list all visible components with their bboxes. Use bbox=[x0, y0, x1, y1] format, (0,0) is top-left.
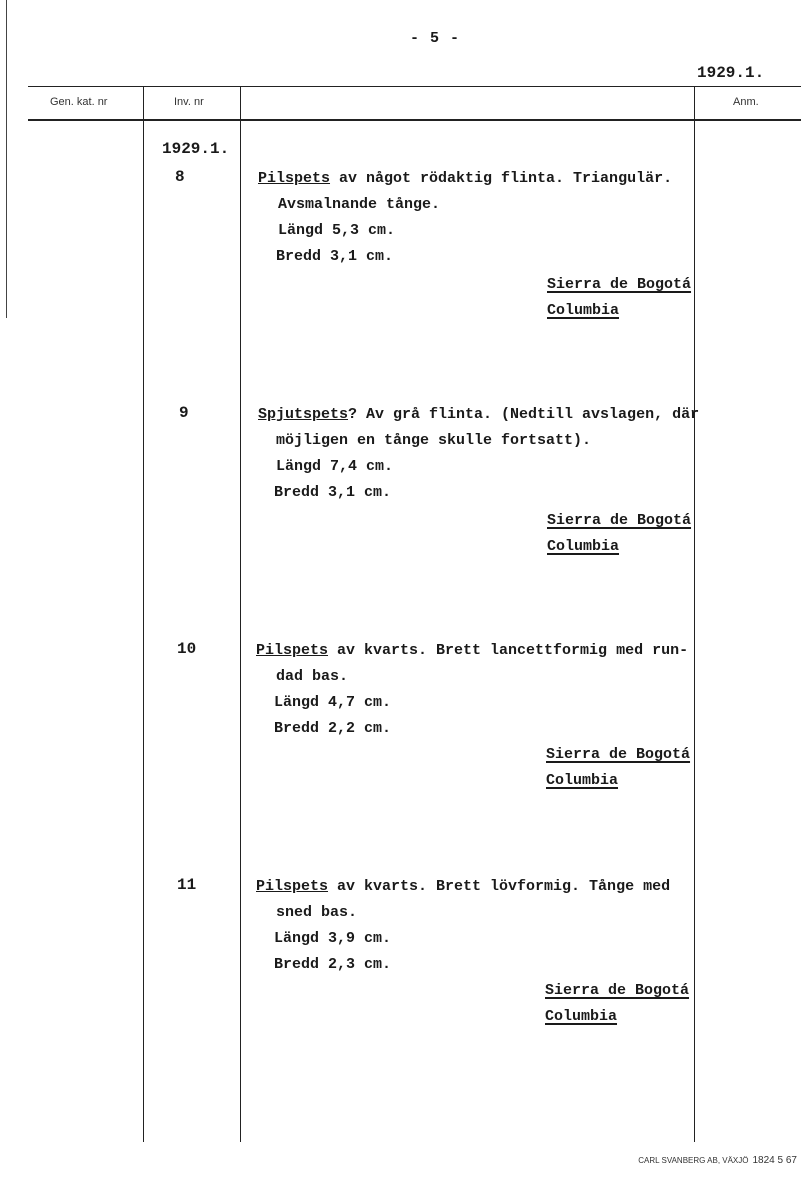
country: Columbia bbox=[547, 538, 620, 555]
column-header-anm: Anm. bbox=[733, 96, 759, 108]
country: Columbia bbox=[547, 302, 620, 319]
find-place: Sierra de Bogotá bbox=[547, 512, 692, 529]
description-line-1 bbox=[256, 878, 670, 895]
description-line-2: sned bas. bbox=[276, 904, 358, 921]
description-line-2: möjligen en tånge skulle fortsatt). bbox=[276, 432, 592, 449]
catalog-entry bbox=[0, 168, 809, 408]
catalog-entry bbox=[0, 640, 809, 880]
length-measurement: Längd 7,4 cm. bbox=[276, 458, 394, 475]
page-number: - 5 - bbox=[410, 30, 461, 47]
description-line-2: Avsmalnande tånge. bbox=[278, 196, 441, 213]
artifact-type: Pilspets bbox=[258, 170, 331, 187]
find-place: Sierra de Bogotá bbox=[545, 982, 690, 999]
column-header-gen-kat: Gen. kat. nr bbox=[50, 96, 108, 108]
width-measurement: Bredd 3,1 cm. bbox=[274, 484, 392, 501]
catalog-entry bbox=[0, 404, 809, 644]
form-code: 1824 5 67 bbox=[752, 1155, 797, 1166]
printer-name: CARL SVANBERG AB, VÄXJÖ bbox=[638, 1156, 749, 1165]
artifact-type: Pilspets bbox=[256, 642, 329, 659]
country: Columbia bbox=[545, 1008, 618, 1025]
description-text: ? Av grå flinta. (Nedtill avslagen, där bbox=[348, 406, 700, 423]
artifact-type: Spjutspets bbox=[258, 406, 349, 423]
description-line-1 bbox=[256, 642, 688, 659]
catalog-entry bbox=[0, 876, 809, 1116]
printer-footer bbox=[638, 1155, 797, 1166]
length-measurement: Längd 4,7 cm. bbox=[274, 694, 392, 711]
description-text: av något rödaktig flinta. Triangulär. bbox=[330, 170, 673, 187]
inventory-number: 10 bbox=[177, 640, 197, 658]
header-year: 1929.1. bbox=[697, 64, 765, 82]
inventory-number: 11 bbox=[177, 876, 197, 894]
width-measurement: Bredd 2,2 cm. bbox=[274, 720, 392, 737]
description-line-2: dad bas. bbox=[276, 668, 349, 685]
description-text: av kvarts. Brett lancettformig med run- bbox=[328, 642, 689, 659]
length-measurement: Längd 5,3 cm. bbox=[278, 222, 396, 239]
description-line-1 bbox=[258, 170, 672, 187]
length-measurement: Längd 3,9 cm. bbox=[274, 930, 392, 947]
inv-year-label: 1929.1. bbox=[162, 140, 230, 158]
country: Columbia bbox=[546, 772, 619, 789]
width-measurement: Bredd 2,3 cm. bbox=[274, 956, 392, 973]
artifact-type: Pilspets bbox=[256, 878, 329, 895]
width-measurement: Bredd 3,1 cm. bbox=[276, 248, 394, 265]
description-line-1 bbox=[258, 406, 699, 423]
find-place: Sierra de Bogotá bbox=[546, 746, 691, 763]
inventory-number: 9 bbox=[179, 404, 189, 422]
description-text: av kvarts. Brett lövformig. Tånge med bbox=[328, 878, 671, 895]
column-header-inv: Inv. nr bbox=[174, 96, 204, 108]
inventory-number: 8 bbox=[175, 168, 185, 186]
find-place: Sierra de Bogotá bbox=[547, 276, 692, 293]
